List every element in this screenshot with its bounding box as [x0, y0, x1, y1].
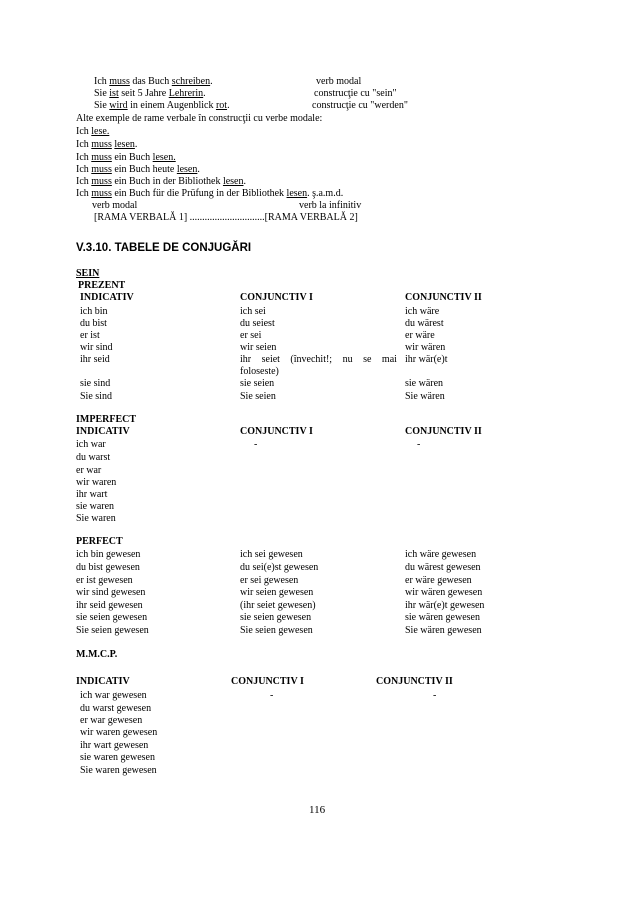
- header-indicativ: INDICATIV: [80, 292, 134, 303]
- tense-title-imperfect: IMPERFECT: [76, 414, 136, 425]
- table-cell: Sie waren: [76, 513, 116, 524]
- table-cell: wir waren gewesen: [80, 727, 158, 738]
- table-cell: er wäre gewesen: [405, 575, 472, 586]
- table-cell: du wärest: [405, 318, 444, 329]
- header-conjunctiv-1: CONJUNCTIV I: [240, 292, 313, 303]
- table-cell: Sie wären: [405, 391, 445, 402]
- empty-dash: -: [270, 690, 274, 701]
- table-cell: wir seien: [240, 342, 277, 353]
- example-2-note: construcţie cu "sein": [314, 88, 397, 99]
- table-cell: Sie seien: [240, 391, 276, 402]
- example-line: Ich muss lesen.: [76, 139, 138, 150]
- table-cell: ich wäre gewesen: [405, 549, 477, 560]
- table-cell: ihr seid: [80, 354, 110, 365]
- table-cell: ich bin: [80, 306, 108, 317]
- table-cell: ihr seid gewesen: [76, 600, 143, 611]
- example-3: Sie wird in einem Augenblick rot.: [94, 100, 230, 111]
- table-cell: ihr wär(e)t: [405, 354, 448, 365]
- header-conjunctiv-1: CONJUNCTIV I: [240, 426, 313, 437]
- table-cell: sie wären: [405, 378, 444, 389]
- verb-modal-label: verb modal: [92, 200, 138, 211]
- tense-title-mmcp: M.M.C.P.: [76, 649, 118, 660]
- table-cell: sie seien gewesen: [240, 612, 312, 623]
- verb-infinitiv-label: verb la infinitiv: [299, 200, 362, 211]
- table-cell: ihr seiet (învechit!; nu se mai: [240, 354, 397, 365]
- table-cell: Sie seien gewesen: [76, 625, 149, 636]
- empty-dash: -: [433, 690, 437, 701]
- example-1-note: verb modal: [316, 76, 362, 87]
- table-cell: wir waren: [76, 477, 117, 488]
- example-line: Ich muss ein Buch lesen.: [76, 152, 176, 163]
- table-cell: ich bin gewesen: [76, 549, 141, 560]
- table-cell: du bist: [80, 318, 107, 329]
- table-cell: sie sind: [80, 378, 111, 389]
- page-number: 116: [309, 804, 326, 816]
- table-cell: er ist: [80, 330, 100, 341]
- table-cell: du wärest gewesen: [405, 562, 481, 573]
- example-line: Ich muss ein Buch für die Prüfung in der Bibliothek lesen. ş.a.m.d.: [76, 188, 344, 199]
- table-cell: du sei(e)st gewesen: [240, 562, 319, 573]
- table-cell: sie waren: [76, 501, 115, 512]
- example-line: Ich lese.: [76, 126, 110, 137]
- example-2: Sie ist seit 5 Jahre Lehrerin.: [94, 88, 206, 99]
- table-cell: wir sind gewesen: [76, 587, 146, 598]
- tense-title-perfect: PERFECT: [76, 536, 123, 547]
- table-cell: er wäre: [405, 330, 435, 341]
- example-line: Ich muss ein Buch in der Bibliothek lesen.: [76, 176, 246, 187]
- table-cell: du warst gewesen: [80, 703, 152, 714]
- example-1: Ich muss das Buch schreiben.: [94, 76, 213, 87]
- table-cell: er war: [76, 465, 102, 476]
- table-cell: ich war gewesen: [80, 690, 147, 701]
- header-indicativ: INDICATIV: [76, 426, 130, 437]
- section-title: V.3.10. TABELE DE CONJUGĂRI: [76, 242, 252, 254]
- empty-dash: -: [417, 439, 421, 450]
- empty-dash: -: [254, 439, 258, 450]
- alte-exemple-text: Alte exemple de rame verbale în construcţii cu verbe modale:: [76, 113, 323, 124]
- rama-verbala-line: [RAMA VERBALĂ 1] ..............................[RAMA VERBALĂ 2]: [94, 212, 358, 223]
- table-cell: foloseste): [240, 366, 279, 377]
- table-cell: er war gewesen: [80, 715, 143, 726]
- table-cell: Sie seien gewesen: [240, 625, 313, 636]
- table-cell: ich sei gewesen: [240, 549, 303, 560]
- table-cell: sie seien gewesen: [76, 612, 148, 623]
- header-conjunctiv-2: CONJUNCTIV II: [376, 676, 453, 687]
- table-cell: du bist gewesen: [76, 562, 140, 573]
- table-cell: wir seien gewesen: [240, 587, 314, 598]
- example-3-note: construcţie cu "werden": [312, 100, 408, 111]
- table-cell: (ihr seiet gewesen): [240, 600, 316, 611]
- table-cell: ich wäre: [405, 306, 440, 317]
- header-conjunctiv-2: CONJUNCTIV II: [405, 292, 482, 303]
- header-indicativ: INDICATIV: [76, 676, 130, 687]
- verb-title: SEIN: [76, 268, 100, 279]
- table-cell: du seiest: [240, 318, 275, 329]
- table-cell: du warst: [76, 452, 111, 463]
- table-cell: sie waren gewesen: [80, 752, 155, 763]
- table-cell: wir sind: [80, 342, 113, 353]
- table-cell: Sie sind: [80, 391, 112, 402]
- table-cell: wir wären: [405, 342, 446, 353]
- table-cell: Sie wären gewesen: [405, 625, 482, 636]
- table-cell: sie wären gewesen: [405, 612, 480, 623]
- tense-title-prezent: PREZENT: [78, 280, 126, 291]
- header-conjunctiv-1: CONJUNCTIV I: [231, 676, 304, 687]
- header-conjunctiv-2: CONJUNCTIV II: [405, 426, 482, 437]
- table-cell: ich war: [76, 439, 106, 450]
- table-cell: er sei gewesen: [240, 575, 299, 586]
- table-cell: ihr wart: [76, 489, 108, 500]
- table-cell: ich sei: [240, 306, 266, 317]
- table-cell: er sei: [240, 330, 262, 341]
- table-cell: er ist gewesen: [76, 575, 133, 586]
- table-cell: Sie waren gewesen: [80, 765, 157, 776]
- table-cell: wir wären gewesen: [405, 587, 483, 598]
- table-cell: sie seien: [240, 378, 275, 389]
- table-cell: ihr wart gewesen: [80, 740, 149, 751]
- table-cell: ihr wär(e)t gewesen: [405, 600, 485, 611]
- example-line: Ich muss ein Buch heute lesen.: [76, 164, 200, 175]
